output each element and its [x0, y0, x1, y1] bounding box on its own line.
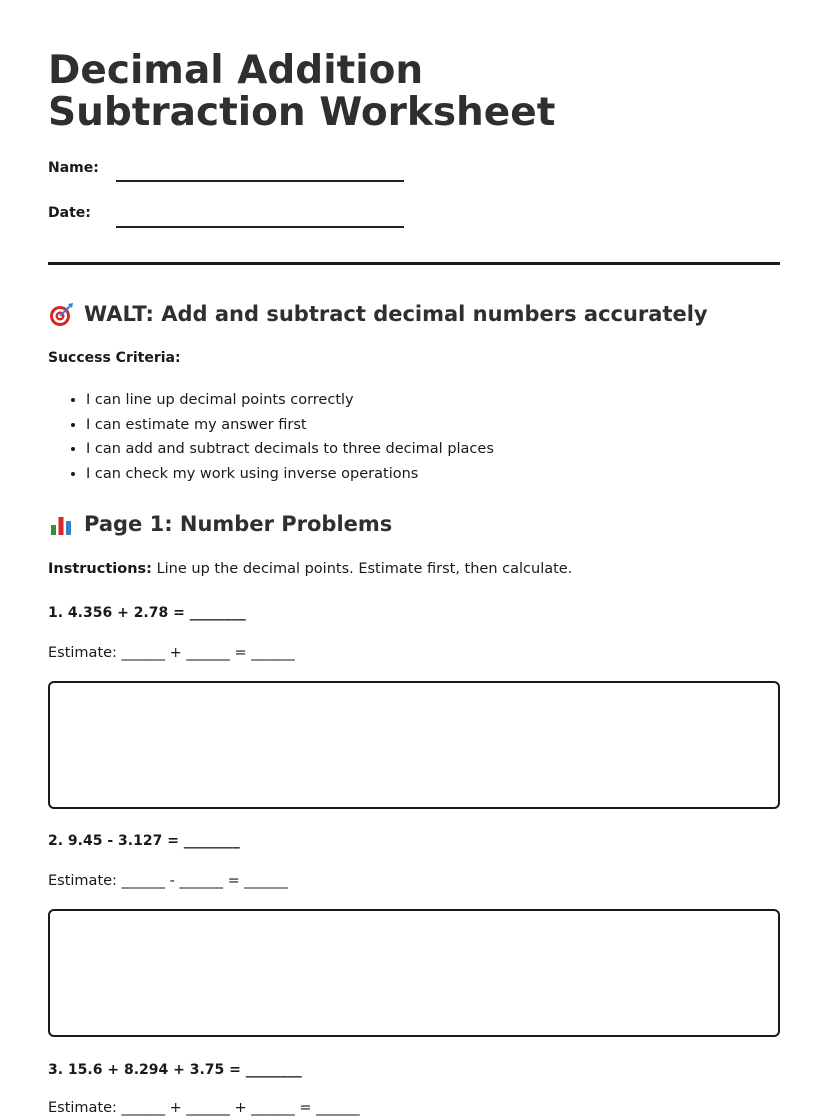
problem-2-question: 2. 9.45 - 3.127 = ________	[48, 833, 240, 849]
problem-2-work-area[interactable]	[48, 909, 780, 1037]
date-field[interactable]	[116, 226, 404, 228]
success-criteria-label: Success Criteria:	[48, 350, 181, 366]
date-label: Date:	[48, 205, 91, 221]
problem-1-estimate: Estimate: ______ + ______ = ______	[48, 645, 295, 661]
page-title: Decimal Addition Subtraction Worksheet	[48, 48, 556, 135]
header-divider	[48, 262, 780, 265]
instructions	[48, 561, 572, 577]
list-item: • I can line up decimal points correctly	[86, 388, 494, 413]
problem-1-question: 1. 4.356 + 2.78 = ________	[48, 605, 246, 621]
page1-heading	[48, 511, 392, 537]
success-criteria-list	[48, 388, 494, 487]
list-item: • I can estimate my answer first	[86, 413, 494, 438]
page1-heading-text: Page 1: Number Problems	[84, 512, 393, 536]
name-label: Name:	[48, 160, 99, 176]
bar-chart-icon	[48, 511, 74, 537]
name-field[interactable]	[116, 180, 404, 182]
target-icon	[48, 301, 74, 327]
walt-heading	[48, 301, 708, 327]
problem-3-estimate: Estimate: ______ + ______ + ______ = ______	[48, 1100, 360, 1116]
instructions-label: Instructions:	[48, 561, 152, 577]
list-item: • I can add and subtract decimals to three decimal places	[86, 437, 494, 462]
problem-1-work-area[interactable]	[48, 681, 780, 809]
walt-heading-text: WALT: Add and subtract decimal numbers accurately	[84, 302, 708, 326]
list-item: • I can check my work using inverse operations	[86, 462, 494, 487]
instructions-text: Line up the decimal points. Estimate first, then calculate.	[151, 561, 573, 577]
problem-3-question: 3. 15.6 + 8.294 + 3.75 = ________	[48, 1062, 302, 1078]
problem-2-estimate: Estimate: ______ - ______ = ______	[48, 873, 288, 889]
